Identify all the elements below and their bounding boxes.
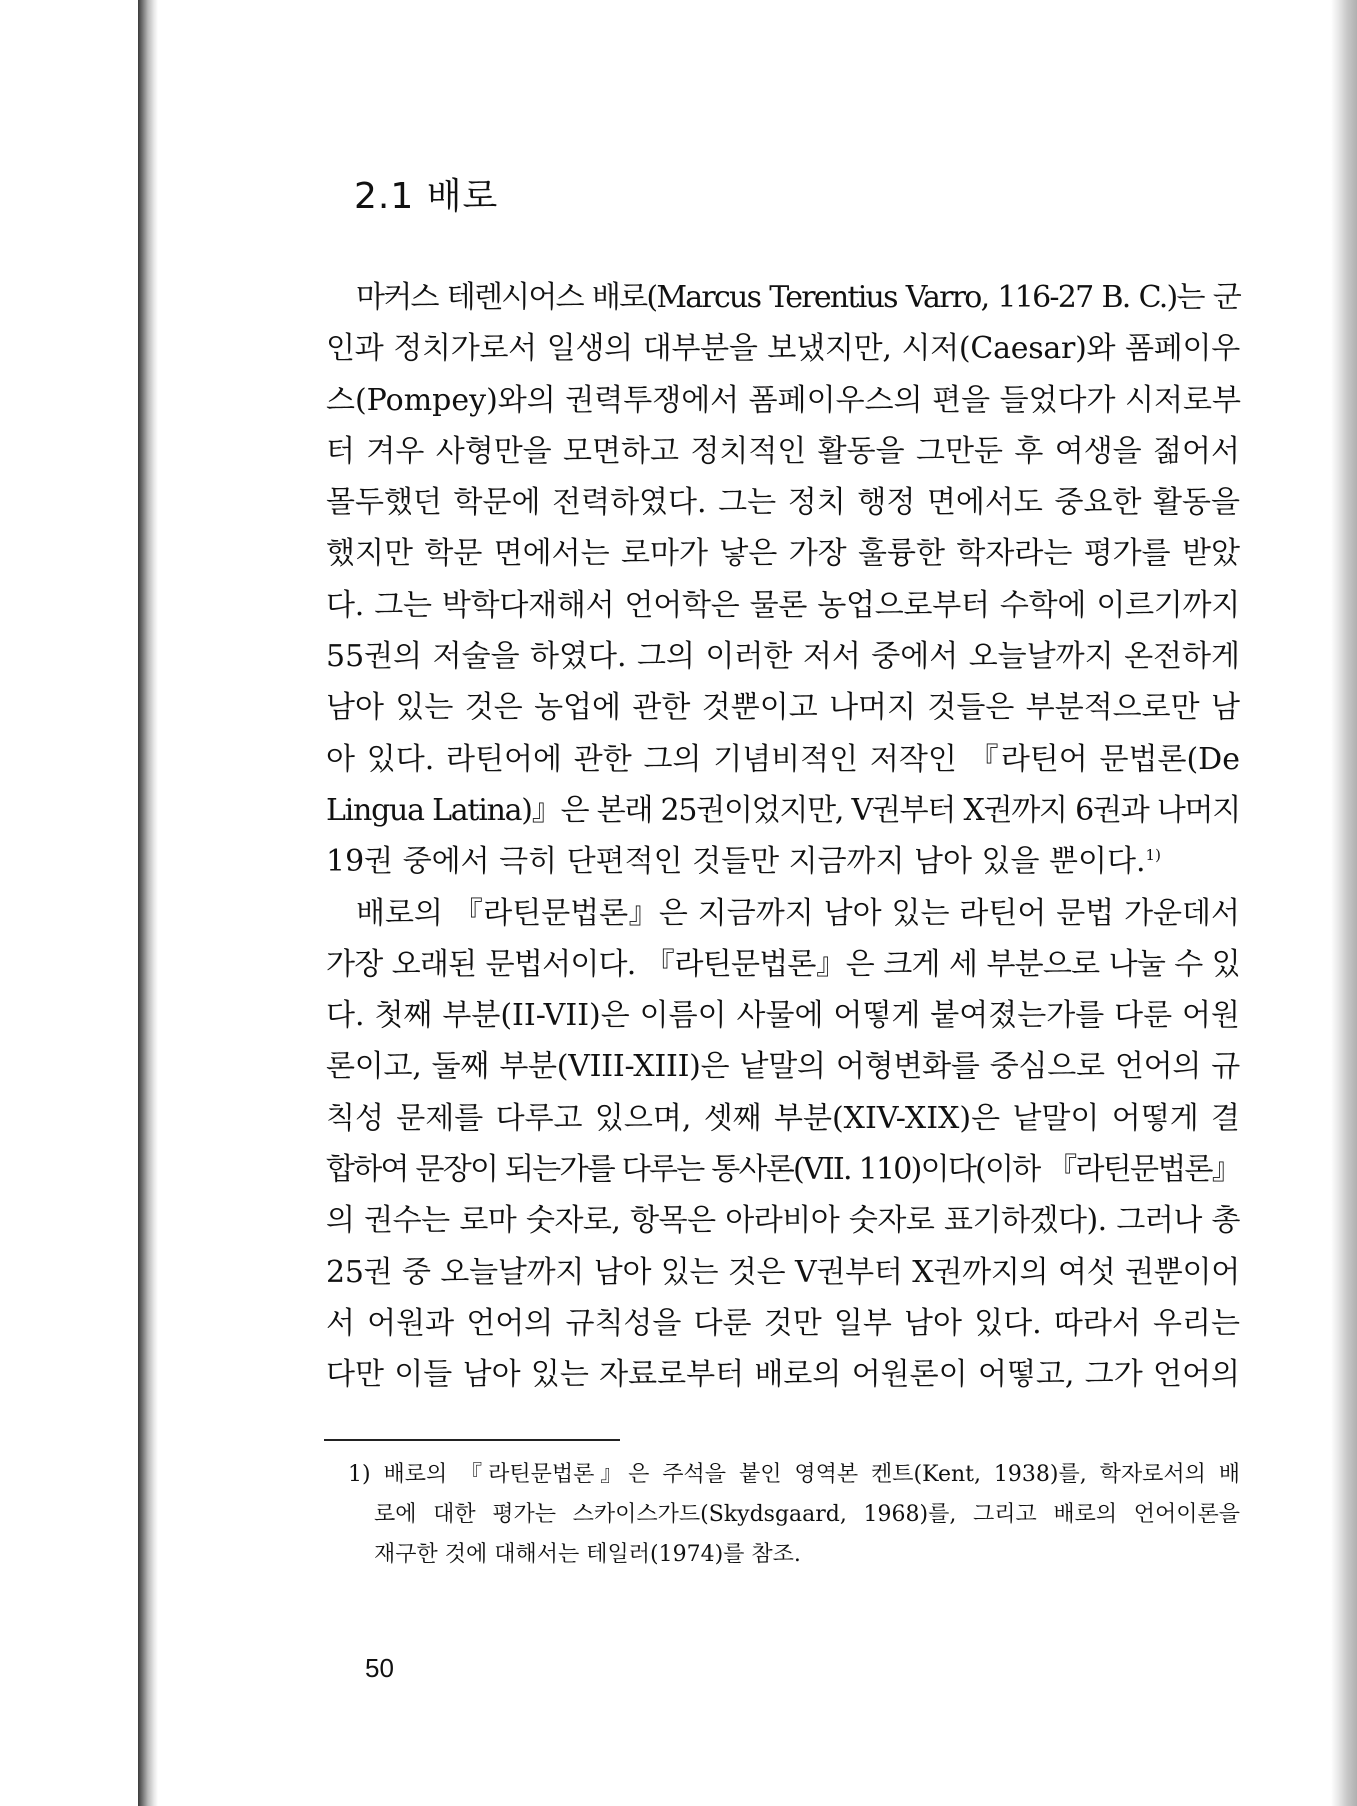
body-line: 25권 중 오늘날까지 남아 있는 것은 V권부터 X권까지의 여섯 권뿐이어 [326, 1254, 1240, 1290]
body-line: 론이고, 둘째 부분(VIII-XIII)은 낱말의 어형변화를 중심으로 언어의 규 [326, 1049, 1240, 1085]
body-line: 배로의 『라틴문법론』은 지금까지 남아 있는 라틴어 문법 가운데서 [356, 895, 1240, 931]
page [158, 0, 1331, 1806]
body-line: 서 어원과 언어의 규칙성을 다룬 것만 일부 남아 있다. 따라서 우리는 [326, 1305, 1240, 1341]
body-line-with-footnote [326, 836, 1240, 887]
page-number: 50 [365, 1653, 394, 1683]
body-line: 다. 그는 박학다재해서 언어학은 물론 농업으로부터 수학에 이르기까지 [326, 587, 1240, 623]
body-line: 터 겨우 사형만을 모면하고 정치적인 활동을 그만둔 후 여생을 젊어서 [326, 433, 1240, 469]
body-line: 다만 이들 남아 있는 자료로부터 배로의 어원론이 어떻고, 그가 언어의 [326, 1357, 1240, 1393]
body-line: Lingua Latina)』은 본래 25권이었지만, V권부터 X권까지 6권과 나머지 [326, 792, 1240, 828]
body-line: 칙성 문제를 다루고 있으며, 셋째 부분(XIV-XIX)은 낱말이 어떻게 결 [326, 1100, 1240, 1136]
body-line: 합하여 문장이 되는가를 다루는 통사론(VII. 110)이다(이하 『라틴문법론』 [326, 1152, 1240, 1188]
body-line: 인과 정치가로서 일생의 대부분을 보냈지만, 시저(Caesar)와 폼페이우 [326, 331, 1240, 367]
body-line: 아 있다. 라틴어에 관한 그의 기념비적인 저작인 『라틴어 문법론(De [326, 741, 1240, 777]
body-line: 몰두했던 학문에 전력하였다. 그는 정치 행정 면에서도 중요한 활동을 [326, 485, 1240, 521]
footnote [348, 1455, 1240, 1575]
page-edge-shadow [1331, 0, 1357, 1806]
footnote-line-1 [348, 1455, 1240, 1495]
body-text [326, 272, 1240, 1401]
body-line: 다. 첫째 부분(II-VII)은 이름이 사물에 어떻게 붙여졌는가를 다룬 어원 [326, 998, 1240, 1034]
body-line: 의 권수는 로마 숫자로, 항목은 아라비아 숫자로 표기하겠다). 그러나 총 [326, 1203, 1240, 1239]
body-line: 가장 오래된 문법서이다. 『라틴문법론』은 크게 세 부분으로 나눌 수 있 [326, 946, 1240, 982]
footnote-line: 로에 대한 평가는 스카이스가드(Skydsgaard, 1968)를, 그리고 배로의 언어이론을 [374, 1502, 1240, 1527]
body-line: 남아 있는 것은 농업에 관한 것뿐이고 나머지 것들은 부분적으로만 남 [326, 690, 1240, 726]
footnote-line: 재구한 것에 대해서는 테일러(1974)를 참조. [374, 1542, 801, 1567]
book-gutter-shadow [138, 0, 158, 1806]
body-line: 55권의 저술을 하였다. 그의 이러한 저서 중에서 오늘날까지 온전하게 [326, 639, 1240, 675]
body-line: 스(Pompey)와의 권력투쟁에서 폼페이우스의 편을 들었다가 시저로부 [326, 382, 1241, 418]
section-title: 2.1 배로 [354, 176, 499, 217]
body-line-text: 19권 중에서 극히 단편적인 것들만 지금까지 남아 있을 뿐이다. [326, 844, 1146, 880]
footnote-divider [324, 1439, 620, 1441]
footnote-label: 1) [348, 1462, 371, 1487]
footnote-text: 배로의 『라틴문법론』은 주석을 붙인 영역본 켄트(Kent, 1938)를, 학자로서의 배 [383, 1462, 1240, 1487]
body-line: 했지만 학문 면에서는 로마가 낳은 가장 훌륭한 학자라는 평가를 받았 [326, 536, 1240, 572]
body-line: 마커스 테렌시어스 배로(Marcus Terentius Varro, 116-27 B. C.)는 군 [356, 280, 1240, 315]
footnote-reference[interactable]: 1) [1145, 846, 1161, 865]
